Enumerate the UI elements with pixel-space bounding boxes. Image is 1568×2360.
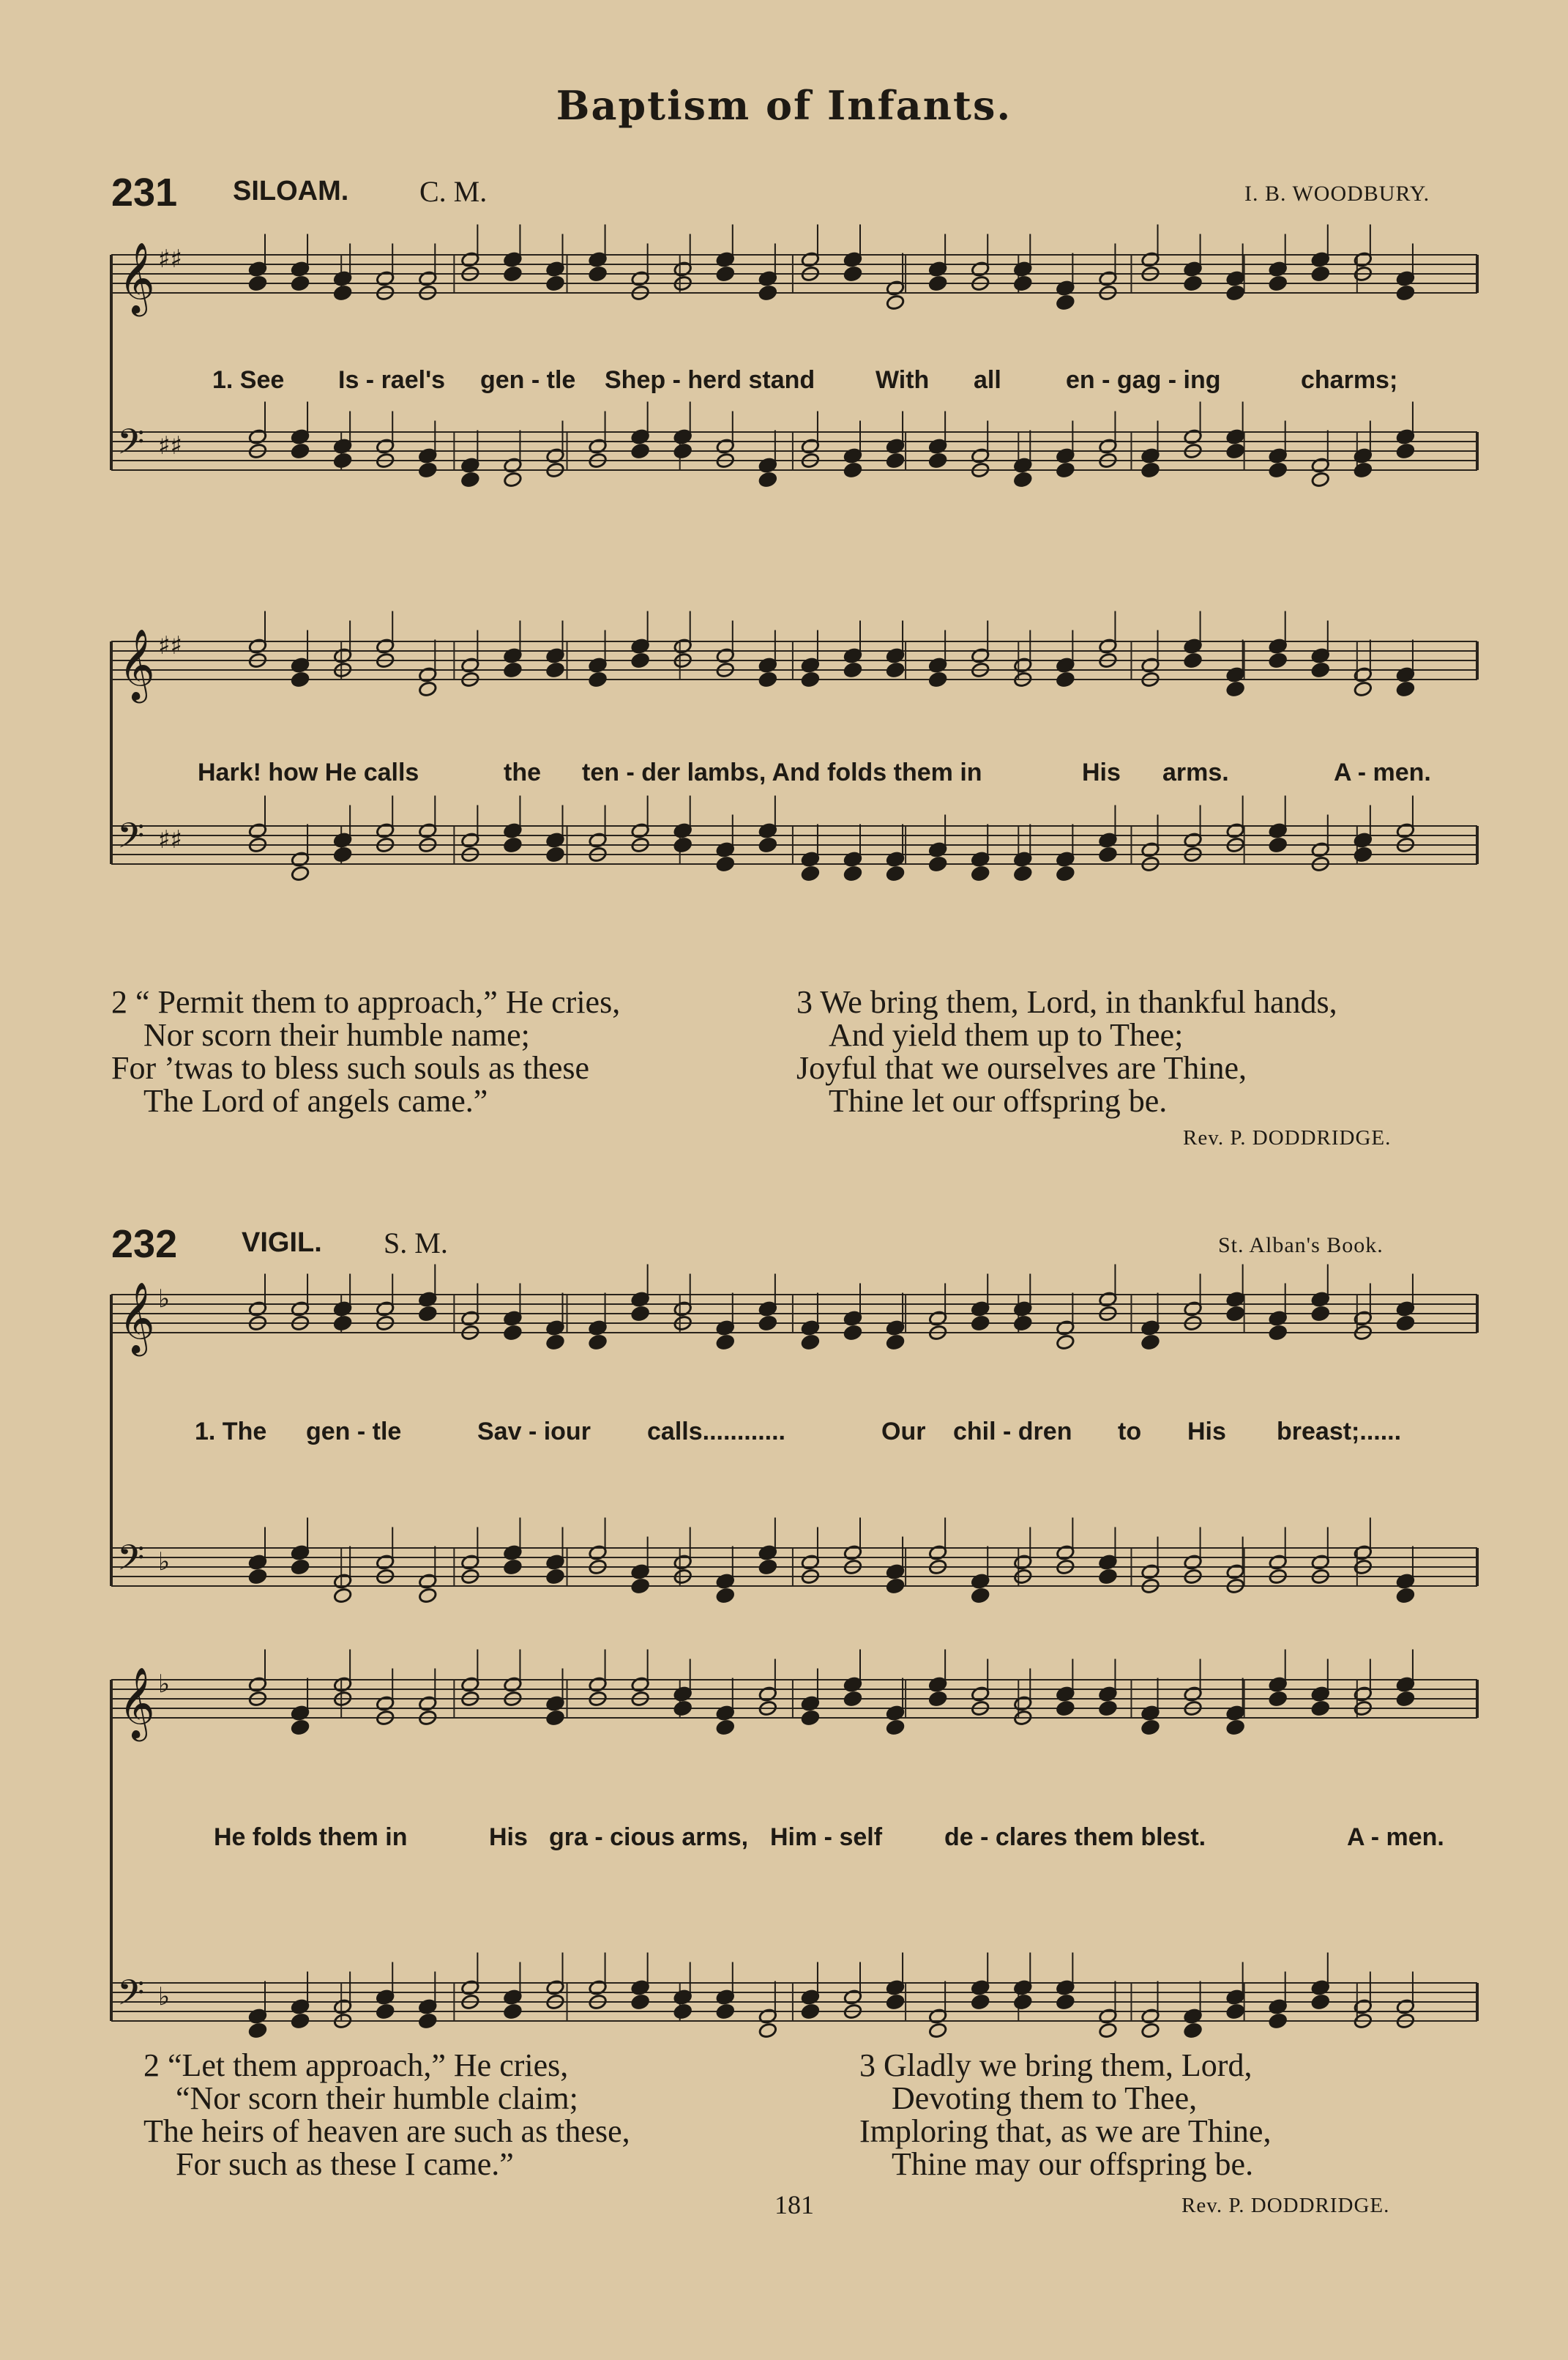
verse-line: 3 Gladly we bring them, Lord, [859,2047,1252,2083]
verse-line: The Lord of angels came.” [143,1083,488,1119]
hymn-232-verse-3 [859,2049,1271,2181]
svg-text:♭: ♭ [158,1546,171,1577]
hymn-232-lyric-1-4: calls............ [647,1418,785,1445]
verse-line: Devoting them to Thee, [892,2080,1198,2116]
hymn-231-lyric-1-6: all [974,366,1001,394]
hymn-231-lyric-1-2: Is - rael's [338,366,446,394]
page-number: 181 [774,2190,814,2219]
svg-text:♯♯: ♯♯ [158,824,182,855]
hymn-231-lyric-2-6: A - men. [1334,759,1431,786]
hymn-232-lyric-1-8: His [1187,1418,1226,1445]
hymn-232-lyric-1-3: Sav - iour [477,1418,591,1445]
verse-line: For such as these I came.” [176,2146,514,2182]
hymn-231-lyric-1-7: en - gag - ing [1066,366,1221,394]
hymn-231-lyric-1-8: charms; [1301,366,1398,394]
svg-text:𝄞: 𝄞 [119,242,155,313]
verse-line: And yield them up to Thee; [829,1017,1184,1053]
hymn-231-lyric-2-2: the [504,759,541,786]
hymn-232-lyric-2-5: de - clares them blest. [944,1823,1206,1851]
section-title: Baptism of Infants. [556,82,1012,129]
svg-text:𝄢: 𝄢 [117,1537,145,1587]
hymn-232-lyric-2-2: His [489,1823,528,1851]
svg-text:𝄞: 𝄞 [119,1281,155,1353]
hymn-231-composer: I. B. WOODBURY. [1244,182,1430,206]
hymn-231-tune-name: SILOAM. [233,176,349,206]
hymn-232-lyric-2-4: Him - self [770,1823,883,1851]
hymn-232-lyric-1-6: chil - dren [953,1418,1072,1445]
svg-text:♯♯: ♯♯ [158,431,182,461]
hymn-232-lyric-2-3: gra - cious arms, [549,1823,749,1851]
hymn-231-number: 231 [111,171,178,215]
hymn-232-lyric-1-2: gen - tle [306,1418,402,1445]
hymn-232-tune-name: VIGIL. [242,1227,322,1258]
verse-line: 2 “Let them approach,” He cries, [143,2047,569,2083]
hymn-231-lyric-2-5: arms. [1162,759,1229,786]
svg-text:♯♯: ♯♯ [158,630,182,660]
verse-line: Imploring that, as we are Thine, [859,2113,1272,2149]
hymn-232-author: Rev. P. DODDRIDGE. [1181,2194,1390,2217]
svg-text:♭: ♭ [158,1284,171,1314]
svg-text:𝄞: 𝄞 [119,1667,155,1738]
svg-text:𝄢: 𝄢 [117,815,145,865]
hymn-231-lyric-2-3: ten - der lambs, And folds them in [582,759,982,786]
verse-line: For ’twas to bless such souls as these [111,1050,590,1086]
hymn-232-lyric-1-9: breast;...... [1277,1418,1402,1445]
verse-line: 3 We bring them, Lord, in thankful hands, [796,984,1337,1020]
hymn-232-number: 232 [111,1222,178,1266]
hymn-231-lyric-1-4: Shep - herd stand [605,366,815,394]
hymn-231-lyric-1-3: gen - tle [480,366,576,394]
svg-text:𝄞: 𝄞 [119,628,155,700]
hymn-231-lyric-1-1: 1. See [212,366,285,394]
hymn-232-lyric-1-7: to [1118,1418,1142,1445]
svg-text:♭: ♭ [158,1981,171,2011]
svg-text:𝄢: 𝄢 [117,421,145,471]
hymn-231-lyric-2-4: His [1082,759,1121,786]
svg-text:♭: ♭ [158,1669,171,1699]
hymn-231-lyric-2-1: Hark! how He calls [198,759,419,786]
verse-line: Thine let our offspring be. [829,1083,1168,1119]
hymn-232-meter: S. M. [384,1226,448,1259]
svg-text:♯♯: ♯♯ [158,244,182,274]
verse-line: Joyful that we ourselves are Thine, [796,1050,1247,1086]
hymn-232-lyric-2-6: A - men. [1347,1823,1444,1851]
hymn-232-verse-2 [143,2049,630,2181]
verse-line: Nor scorn their humble name; [143,1017,530,1053]
hymn-231-meter: C. M. [419,175,488,208]
verse-line: The heirs of heaven are such as these, [143,2113,630,2149]
verse-line: Thine may our offspring be. [892,2146,1254,2182]
hymn-231-lyric-1-5: With [876,366,930,394]
verse-line: 2 “ Permit them to approach,” He cries, [111,984,621,1020]
hymn-232-lyric-1-1: 1. The [195,1418,267,1445]
hymn-232-lyric-2-1: He folds them in [214,1823,408,1851]
hymn-232-lyric-1-5: Our [881,1418,926,1445]
svg-text:𝄢: 𝄢 [117,1972,145,2022]
verse-line: “Nor scorn their humble claim; [176,2080,578,2116]
hymn-232-composer: St. Alban's Book. [1218,1233,1384,1257]
hymn-231-author: Rev. P. DODDRIDGE. [1183,1126,1392,1150]
